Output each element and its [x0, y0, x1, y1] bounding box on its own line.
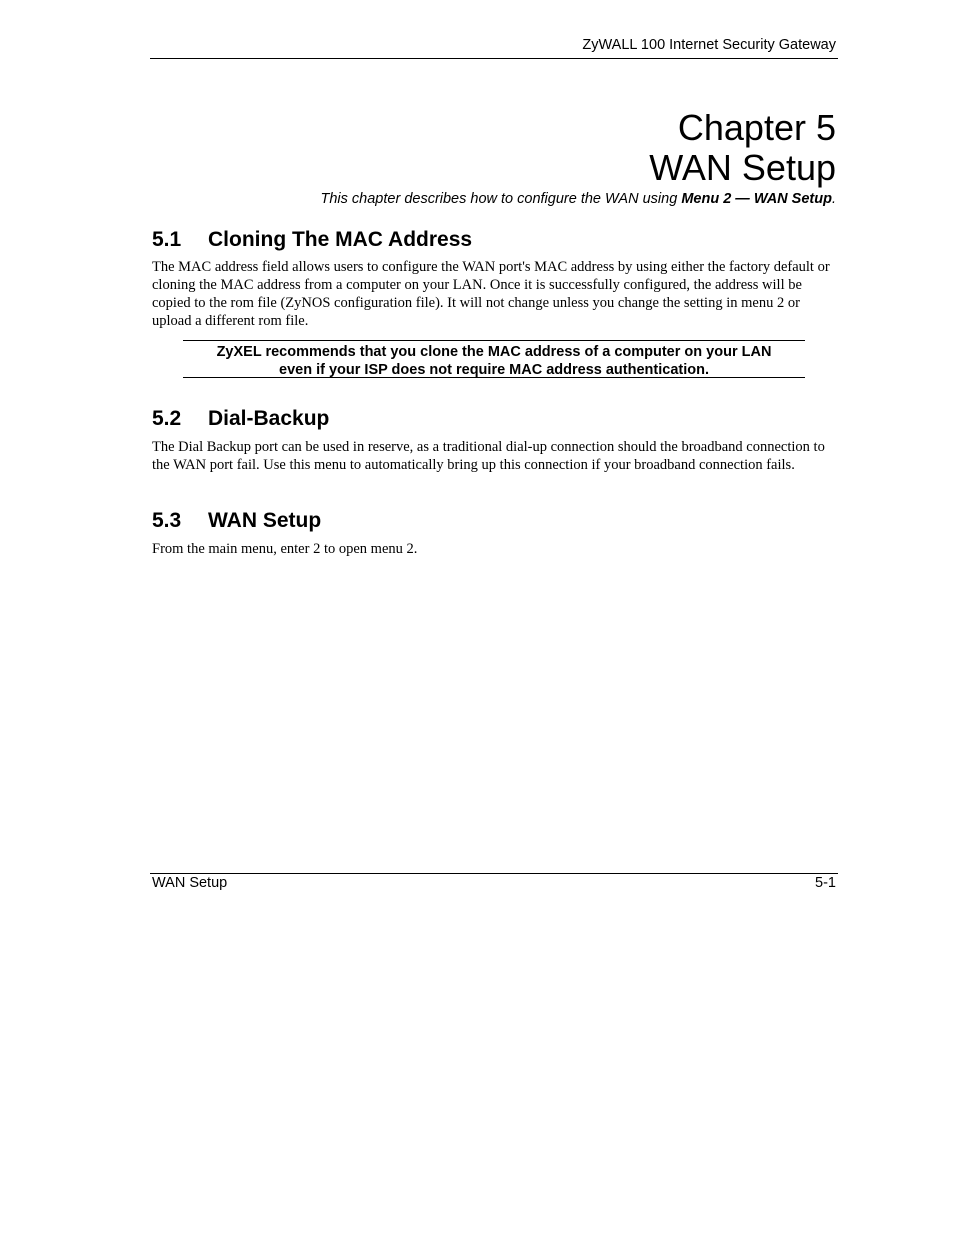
section-body-5-3: From the main menu, enter 2 to open menu 2.: [152, 541, 418, 557]
section-heading-5-3: [152, 509, 321, 533]
footer-rule: [150, 873, 838, 874]
note-line-2: even if your ISP does not require MAC address authentication.: [279, 362, 709, 378]
running-header: ZyWALL 100 Internet Security Gateway: [582, 37, 836, 53]
chapter-name: WAN Setup: [649, 147, 836, 188]
chapter-title: [649, 108, 836, 188]
section-heading-5-2: [152, 407, 329, 431]
section-number: 5.1: [152, 228, 182, 251]
section-heading-5-1: [152, 228, 472, 252]
chapter-description-menu: Menu 2 — WAN Setup: [681, 191, 832, 207]
chapter-description: [321, 191, 837, 207]
section-body-5-1: The MAC address field allows users to configure the WAN port's MAC address by using either the factory default or cloning the MAC address from a computer on your LAN. Once it is successfully configured, the address will be copied to the rom file (ZyNOS configuration file). It will not change unless you change the setting in menu 2 or upload a different rom file.: [152, 259, 830, 329]
page-number: 5-1: [815, 875, 836, 891]
note-box: [183, 340, 805, 378]
section-title: WAN Setup: [208, 509, 322, 532]
section-number: 5.3: [152, 509, 182, 532]
header-rule: [150, 58, 838, 59]
section-number: 5.2: [152, 407, 182, 430]
chapter-description-end: .: [831, 191, 836, 207]
chapter-number: Chapter 5: [677, 107, 836, 148]
footer-chapter-name: WAN Setup: [152, 875, 228, 891]
section-title: Dial-Backup: [208, 407, 330, 430]
section-title: Cloning The MAC Address: [208, 228, 473, 251]
chapter-description-text: This chapter describes how to configure the WAN using: [320, 191, 682, 207]
section-body-5-2: The Dial Backup port can be used in reserve, as a traditional dial-up connection should the broadband connection to the WAN port fail. Use this menu to automatically bring up this connection if your broadband connection fails.: [152, 439, 825, 473]
note-line-1: ZyXEL recommends that you clone the MAC address of a computer on your LAN: [216, 344, 772, 360]
